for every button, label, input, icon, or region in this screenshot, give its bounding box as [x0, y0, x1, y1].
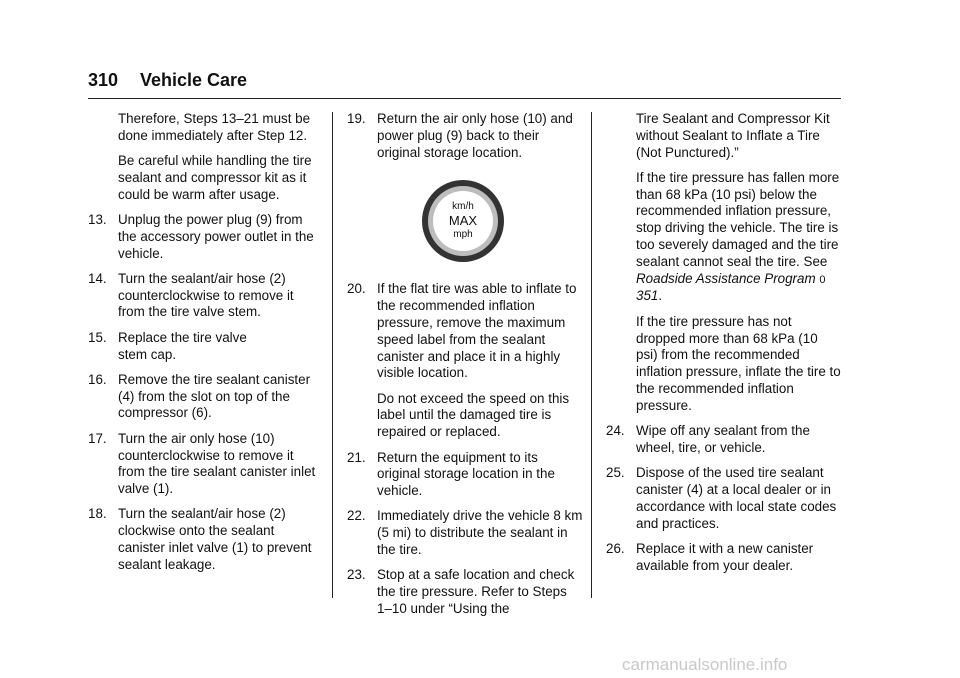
step-item [347, 111, 583, 161]
step-number: 26. [606, 540, 625, 556]
step-item [347, 508, 583, 558]
cross-reference-link[interactable]: Roadside Assistance Program [636, 270, 816, 286]
step-item [88, 212, 324, 262]
step-text: Return the air only hose (10) and power plug (9) back to their original storage location. [377, 111, 573, 160]
step-item [606, 423, 842, 457]
step-item [347, 567, 583, 617]
column-divider-2 [591, 112, 592, 598]
watermark: carmanualsonline.info [622, 655, 788, 674]
page-number: 310 [88, 70, 119, 90]
step-text: Wipe off any sealant from the wheel, tire, or vehicle. [636, 423, 810, 455]
step-text: Stop at a safe location and check the tire pressure. Refer to Steps 1–10 under “Using the [377, 567, 575, 616]
paragraph: If the tire pressure has not dropped more than 68 kPa (10 psi) from the recommended inflation pressure, inflate the tire to the recommended inflation pressure. [636, 313, 841, 413]
paragraph [606, 170, 842, 305]
label-max: MAX [448, 213, 478, 229]
step-item [347, 450, 583, 500]
step-number: 20. [347, 281, 366, 297]
column-3 [606, 111, 842, 583]
step-number: 19. [347, 111, 366, 126]
step-number: 18. [88, 506, 107, 522]
step-number: 21. [347, 449, 366, 465]
step-text: If the flat tire was able to inflate to the recommended inflation pressure, remove the maximum speed label from the sealant canister and place it in a highly visible location. [377, 281, 577, 381]
paragraph-text: If the tire pressure has fallen more than 68 kPa (10 psi) below the recommended inflation pressure, stop driving the vehicle. The tire is too severely damaged and the tire sealant cannot seal the tire. [636, 169, 840, 269]
period: . [658, 288, 663, 304]
step-text: Replace it with a new canister available from your dealer. [636, 540, 814, 573]
step-item [88, 431, 324, 498]
step-note: Do not exceed the speed on this label until the damaged tire is repaired or replaced. [377, 390, 570, 440]
step-text: Turn the sealant/air hose (2) clockwise onto the sealant canister inlet valve (1) to prevent sealant leakage. [118, 506, 312, 572]
header-rule [88, 98, 841, 99]
max-speed-label-icon [421, 179, 505, 263]
step-number: 14. [88, 270, 107, 286]
reference-arrow-icon: 0 [819, 273, 826, 286]
step-item [347, 281, 583, 382]
step-text: Immediately drive the vehicle 8 km (5 mi) to distribute the sealant in the tire. [377, 508, 583, 558]
step-number: 25. [606, 465, 625, 481]
step-item [88, 271, 324, 321]
paragraph: Tire Sealant and Compressor Kit without Sealant to Inflate a Tire (Not Punctured).” [636, 111, 830, 160]
page-header [88, 70, 247, 91]
step-text: Turn the sealant/air hose (2) counterclockwise to remove it from the tire valve stem. [118, 270, 294, 320]
step-text: Remove the tire sealant canister (4) from the slot on top of the compressor (6). [118, 371, 311, 421]
section-title: Vehicle Care [140, 70, 248, 90]
paragraph: Therefore, Steps 13–21 must be done immediately after Step 12. [118, 111, 311, 143]
step-item [88, 372, 324, 422]
step-number: 16. [88, 371, 107, 387]
see-text: See [803, 253, 828, 269]
column-1 [88, 111, 324, 582]
step-number: 24. [606, 423, 625, 439]
step-item [606, 465, 842, 532]
step-text: Return the equipment to its original storage location in the vehicle. [377, 449, 555, 499]
step-number: 13. [88, 211, 107, 227]
step-item [606, 541, 842, 575]
step-number: 22. [347, 508, 366, 524]
step-text: Dispose of the used tire sealant canister (4) at a local dealer or in accordance with local state codes and practices. [636, 465, 837, 531]
step-item [88, 506, 324, 573]
label-unit-bottom: mph [453, 229, 473, 241]
label-unit-top: km/h [452, 201, 474, 213]
paragraph: Be careful while handling the tire sealant and compressor kit as it could be warm after usage. [118, 153, 312, 202]
step-text: Turn the air only hose (10) counterclockwise to remove it from the tire sealant canister inlet valve (1). [118, 430, 316, 497]
step-item [88, 330, 324, 364]
step-text: Unplug the power plug (9) from the accessory power outlet in the vehicle. [118, 211, 314, 261]
step-number: 23. [347, 567, 366, 583]
step-number: 17. [88, 430, 107, 446]
column-divider-1 [332, 112, 333, 598]
step-number: 15. [88, 329, 107, 345]
step-text: Replace the tire valve stem cap. [118, 329, 247, 362]
column-2 [347, 111, 583, 626]
reference-page[interactable]: 351 [636, 288, 659, 304]
